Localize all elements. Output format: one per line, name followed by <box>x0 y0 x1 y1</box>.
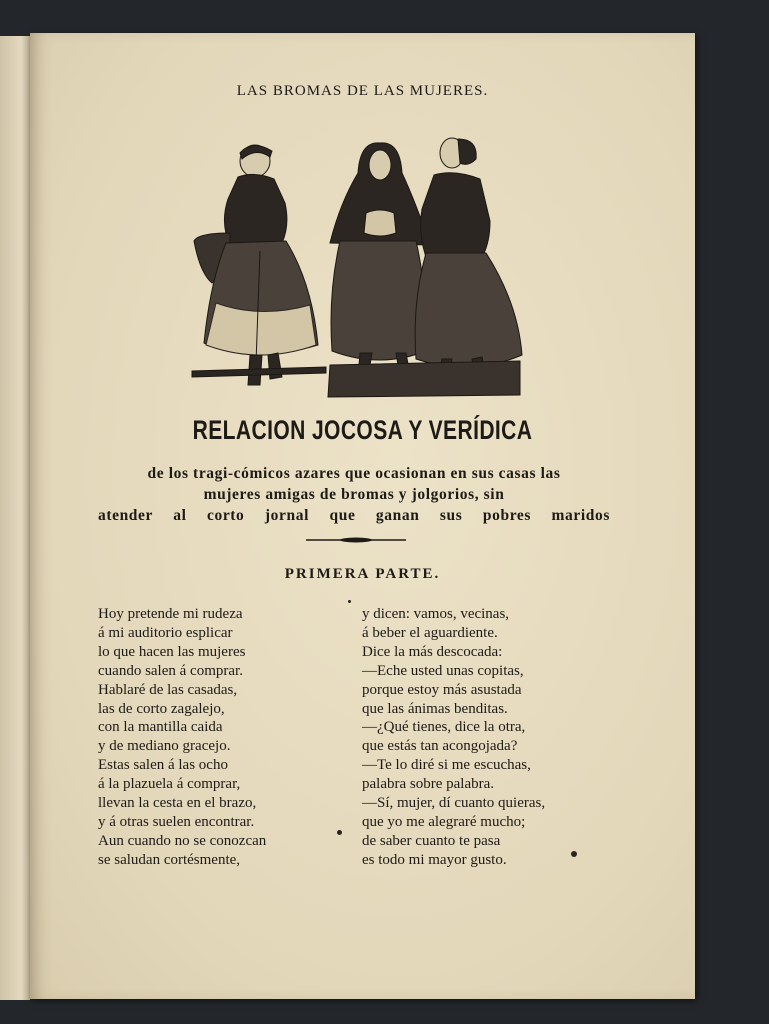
verse-line: que las ánimas benditas. <box>362 700 508 717</box>
verse-line: Dice la más descocada: <box>362 643 503 660</box>
verse-line: —¿Qué tienes, dice la otra, <box>362 719 526 736</box>
subtitle <box>98 463 610 526</box>
verse-line: se saludan cortésmente, <box>98 851 241 868</box>
subtitle-line: de los tragi-cómicos azares que ocasionan en sus casas las <box>147 465 561 482</box>
verse-line: Hoy pretende mi rudeza <box>98 606 243 622</box>
verse-line: y de mediano gracejo. <box>98 738 231 755</box>
verse-line: Estas salen á las ocho <box>98 757 228 774</box>
verse-line: las de corto zagalejo, <box>98 700 225 717</box>
section-heading: PRIMERA PARTE. <box>284 566 441 582</box>
verse-line: cuando salen á comprar. <box>98 662 243 679</box>
verse-line: y á otras suelen encontrar. <box>98 813 255 830</box>
verse-line: que estás tan acongojada? <box>362 738 518 755</box>
main-title: RELACION JOCOSA Y VERÍDICA <box>192 415 533 445</box>
column-dot-ornament <box>337 830 342 835</box>
verse-line: es todo mi mayor gusto. <box>362 851 507 868</box>
column-dot-ornament <box>348 600 351 603</box>
verse-line: llevan la cesta en el brazo, <box>98 795 257 812</box>
verse-line: palabra sobre palabra. <box>362 776 495 793</box>
woman-left-figure <box>192 145 326 385</box>
verse-line: lo que hacen las mujeres <box>98 643 246 660</box>
ornamental-rule <box>306 536 406 544</box>
subtitle-line: mujeres amigas de bromas y jolgorios, sin <box>203 486 505 503</box>
verse-line: de saber cuanto te pasa <box>362 832 501 849</box>
verse-line: con la mantilla caida <box>98 719 223 736</box>
verse-line: porque estoy más asustada <box>362 681 522 698</box>
verse-line: y dicen: vamos, vecinas, <box>362 606 510 622</box>
verse-line: Hablaré de las casadas, <box>98 681 238 698</box>
subtitle-line: atender al corto jornal que ganan sus pobres maridos <box>98 507 610 524</box>
verse-line: á mi auditorio esplicar <box>98 624 233 641</box>
facing-page-edge <box>0 36 30 1000</box>
verse-line: á la plazuela á comprar, <box>98 776 241 793</box>
verse-line: que yo me alegraré mucho; <box>362 813 526 830</box>
running-head: LAS BROMAS DE LAS MUJERES. <box>236 83 489 99</box>
book-page <box>30 33 695 999</box>
verse-line: —Te lo diré si me escuchas, <box>362 757 531 774</box>
woodcut-illustration <box>190 133 525 403</box>
verse-line: á beber el aguardiente. <box>362 624 498 641</box>
verse-column-right <box>362 605 545 870</box>
verse-line: —Eche usted unas copitas, <box>362 662 524 679</box>
verse-line: —Sí, mujer, dí cuanto quieras, <box>362 795 546 812</box>
verse-column-left <box>98 605 266 870</box>
column-dot-ornament <box>571 851 577 857</box>
verse-line: Aun cuando no se conozcan <box>98 832 267 849</box>
